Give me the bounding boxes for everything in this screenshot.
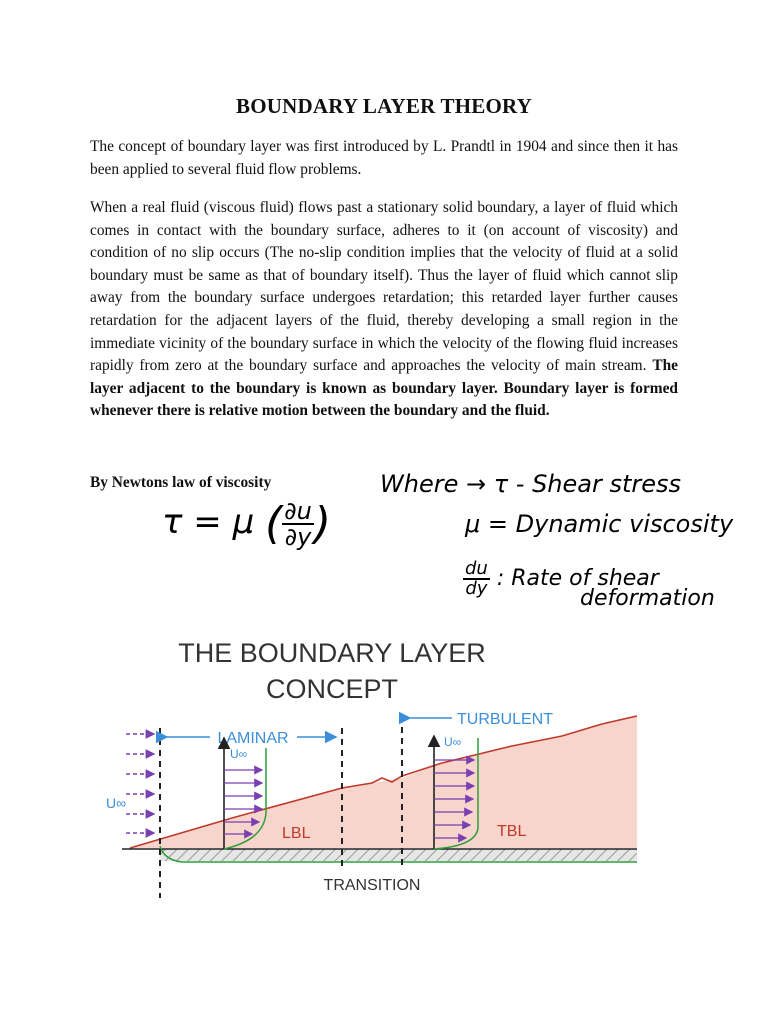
laminar-label: LAMINAR	[217, 730, 289, 747]
diagram-title-line2: CONCEPT	[265, 674, 399, 704]
turbulent-label: TURBULENT	[457, 711, 554, 728]
free-stream-velocity-label: U∞	[106, 795, 127, 811]
formula-lhs: τ = μ	[162, 502, 255, 542]
lbl-label: LBL	[282, 825, 311, 842]
newton-law-heading: By Newtons law of viscosity	[90, 474, 272, 491]
laminar-profile-u-label: U∞	[230, 747, 248, 761]
transition-label: TRANSITION	[323, 877, 421, 894]
handwritten-formula: τ = μ ( $\frac{\partial u}{\partial y}$ )	[162, 496, 331, 551]
handwritten-note-deformation: deformation	[580, 586, 715, 611]
rate-text: : Rate of shear	[496, 566, 659, 591]
formula-denominator: ∂y	[284, 522, 312, 551]
rate-denominator: dy	[465, 578, 488, 599]
rate-numerator: du	[465, 558, 488, 579]
handwritten-note-shear-stress: Where → τ - Shear stress	[380, 470, 682, 498]
boundary-layer-diagram	[92, 628, 682, 898]
free-stream-arrows	[126, 734, 154, 833]
body-paragraph-text: When a real fluid (viscous fluid) flows past a stationary solid boundary, a layer of fluid which comes in contact with the boundary surface, adheres to it (on account of viscosity) and condition of no slip occurs (The no-slip condition implies that the velocity of fluid at a solid boundary must be same as that of boundary itself). Thus the layer of fluid which cannot slip away from the boundary surface undergoes retardation; this retarded layer further causes retardation for the adjacent layers of the fluid, thereby developing a small region in the immediate vicinity of the boundary surface in which the velocity of the flowing fluid increases rapidly from zero at the boundary surface and approaches the velocity of main stream.	[90, 199, 678, 375]
tbl-label: TBL	[497, 823, 527, 840]
formula-numerator: ∂u	[284, 496, 312, 525]
handwritten-note-viscosity: μ = Dynamic viscosity	[465, 510, 734, 538]
page-title: BOUNDARY LAYER THEORY	[236, 94, 532, 118]
diagram-title-line1: THE BOUNDARY LAYER	[178, 638, 486, 668]
solid-boundary-plate	[160, 849, 637, 861]
turbulent-profile-u-label: U∞	[444, 735, 462, 749]
body-paragraph	[90, 197, 678, 423]
boundary-layer-definition: The layer adjacent to the boundary is known as boundary layer. Boundary layer is formed whenever there is relative motion between the boundary and the fluid.	[90, 357, 678, 420]
intro-paragraph: The concept of boundary layer was first introduced by L. Prandtl in 1904 and since then it has been applied to several fluid flow problems.	[90, 138, 678, 178]
